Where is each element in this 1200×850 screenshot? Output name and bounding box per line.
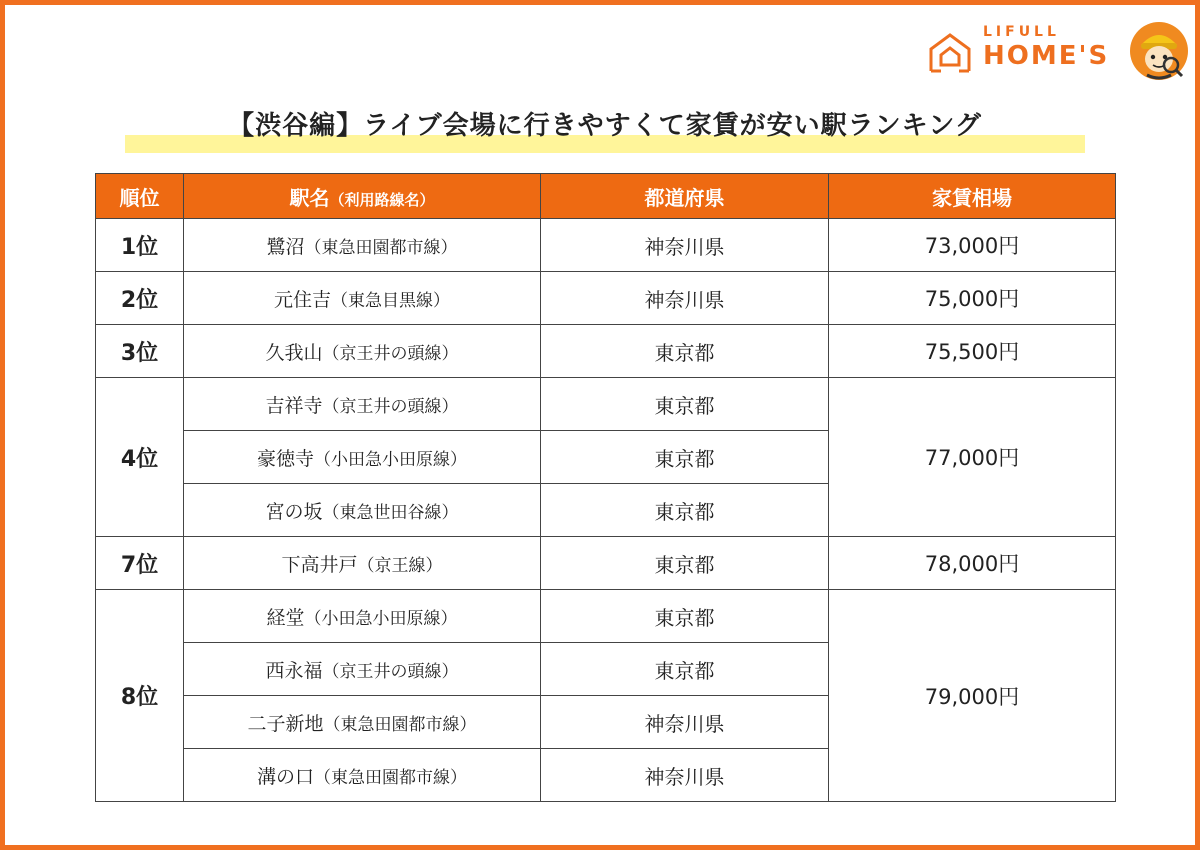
station-name: 吉祥寺	[265, 394, 323, 417]
prefecture-cell: 神奈川県	[541, 749, 829, 802]
header-rent: 家賃相場	[829, 174, 1116, 219]
prefecture-cell: 東京都	[541, 537, 829, 590]
station-cell	[184, 431, 541, 484]
prefecture-cell: 東京都	[541, 643, 829, 696]
logo-big-text: HOME'S	[983, 41, 1110, 71]
station-cell	[184, 749, 541, 802]
brand-logo	[923, 21, 1189, 85]
station-name: 久我山	[265, 341, 323, 364]
station-name: 西永福	[265, 659, 323, 682]
table-row	[96, 378, 1116, 431]
prefecture-cell: 東京都	[541, 378, 829, 431]
table-row	[96, 219, 1116, 272]
station-cell	[184, 484, 541, 537]
rent-cell: 78,000円	[829, 537, 1116, 590]
rank-cell: 4位	[96, 378, 184, 537]
page-title: 【渋谷編】ライブ会場に行きやすくて家賃が安い駅ランキング	[228, 111, 982, 141]
prefecture-cell: 東京都	[541, 590, 829, 643]
rent-cell: 75,000円	[829, 272, 1116, 325]
prefecture-cell: 神奈川県	[541, 272, 829, 325]
rank-cell: 8位	[96, 590, 184, 802]
prefecture-cell: 東京都	[541, 325, 829, 378]
station-cell	[184, 537, 541, 590]
rent-cell: 77,000円	[829, 378, 1116, 537]
rent-cell: 73,000円	[829, 219, 1116, 272]
header-station-label: 駅名	[289, 185, 330, 210]
table-header-row	[96, 174, 1116, 219]
station-cell	[184, 272, 541, 325]
mascot-icon	[1129, 21, 1189, 81]
station-cell	[184, 590, 541, 643]
rank-cell: 3位	[96, 325, 184, 378]
title-block	[125, 101, 1085, 157]
station-line: （小田急小田原線）	[304, 608, 458, 629]
station-line: （東急田園都市線）	[304, 237, 458, 258]
prefecture-cell: 東京都	[541, 484, 829, 537]
station-line: （東急目黒線）	[331, 290, 450, 311]
table-row	[96, 537, 1116, 590]
table-row	[96, 272, 1116, 325]
ranking-table	[95, 173, 1116, 802]
header-station	[184, 174, 541, 219]
rank-cell: 2位	[96, 272, 184, 325]
station-line: （京王井の頭線）	[322, 661, 459, 682]
station-line: （東急田園都市線）	[323, 714, 477, 735]
station-cell	[184, 378, 541, 431]
rank-cell: 7位	[96, 537, 184, 590]
station-cell	[184, 643, 541, 696]
station-name: 二子新地	[247, 712, 324, 735]
station-line: （京王線）	[357, 555, 443, 576]
station-line: （小田急小田原線）	[314, 449, 467, 470]
header-prefecture: 都道府県	[541, 174, 829, 219]
station-line: （東急田園都市線）	[314, 767, 467, 788]
station-name: 豪徳寺	[256, 447, 314, 470]
station-cell	[184, 696, 541, 749]
rent-cell: 79,000円	[829, 590, 1116, 802]
rank-cell: 1位	[96, 219, 184, 272]
table-row	[96, 325, 1116, 378]
station-cell	[184, 325, 541, 378]
station-name: 元住吉	[273, 288, 331, 311]
station-name: 経堂	[266, 606, 305, 629]
header-rank: 順位	[96, 174, 184, 219]
header-station-sub: （利用路線名）	[329, 190, 435, 209]
prefecture-cell: 神奈川県	[541, 696, 829, 749]
station-line: （京王井の頭線）	[322, 396, 459, 417]
station-name: 鷺沼	[266, 235, 305, 258]
logo-small-text: LIFULL	[983, 24, 1060, 40]
station-line: （京王井の頭線）	[322, 343, 459, 364]
house-icon	[927, 31, 973, 75]
table-row	[96, 590, 1116, 643]
station-name: 下高井戸	[281, 553, 358, 576]
station-name: 溝の口	[256, 765, 314, 788]
station-line: （東急世田谷線）	[322, 502, 459, 523]
station-name: 宮の坂	[265, 500, 323, 523]
rent-cell: 75,500円	[829, 325, 1116, 378]
prefecture-cell: 神奈川県	[541, 219, 829, 272]
prefecture-cell: 東京都	[541, 431, 829, 484]
station-cell	[184, 219, 541, 272]
